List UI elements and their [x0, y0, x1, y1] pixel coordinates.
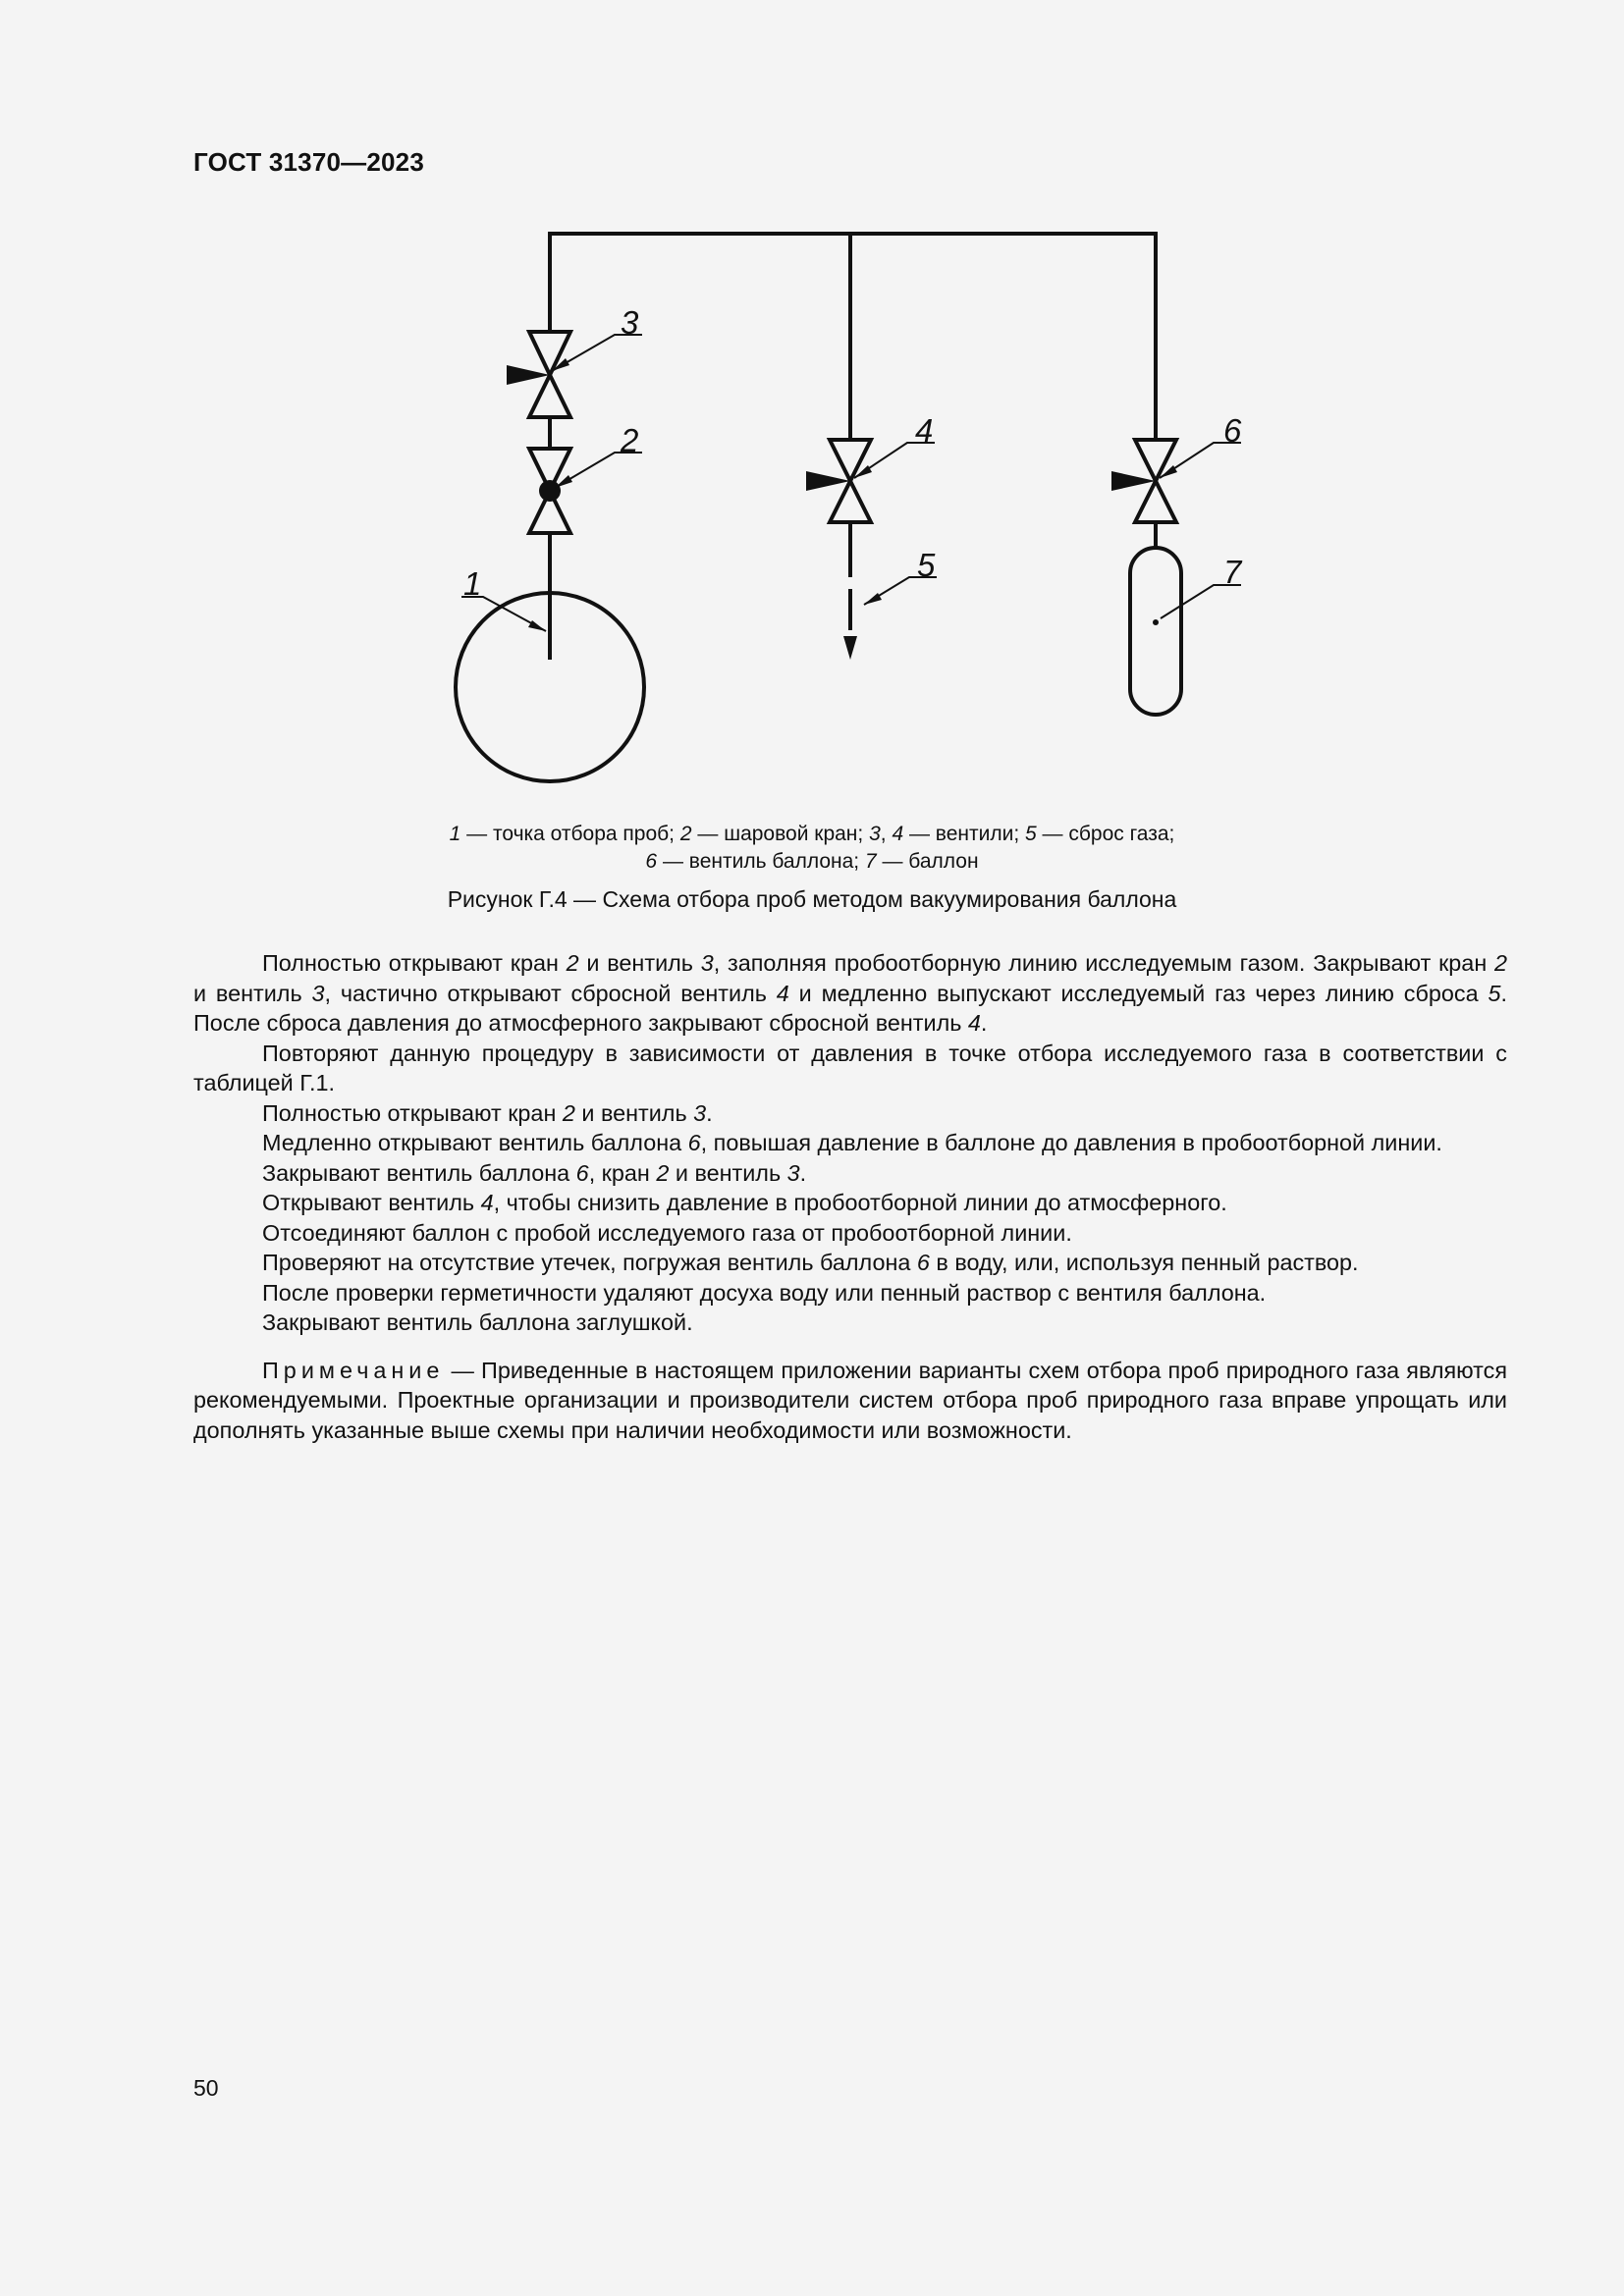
- callout-3: 3: [621, 304, 639, 341]
- legend-text-5: — сброс газа;: [1036, 823, 1175, 845]
- paragraph-1: Полностью открывают кран 2 и вентиль 3, заполняя пробоотборную линию исследуемым газом. Закрывают кран 2 и вентиль 3, частично открывают сбросной вентиль 4 и медленно выпускают исследуемый газ через линию сброса 5. После сброса давления до атмосферного закрывают сбросной вентиль 4.: [193, 950, 1508, 1036]
- paragraph-3: Полностью открывают кран 2 и вентиль 3.: [262, 1099, 713, 1126]
- callout-2: 2: [621, 422, 639, 458]
- note-label: Примечание: [262, 1357, 445, 1383]
- paragraph-4: Медленно открывают вентиль баллона 6, повышая давление в баллоне до давления в пробоотборной линии.: [262, 1130, 1442, 1155]
- ball-valve-2: [529, 449, 570, 533]
- paragraph-2: Повторяют данную процедуру в зависимости от давления в точке отбора исследуемого газа в соответствии с таблицей Г.1.: [193, 1040, 1507, 1095]
- callout-1: 1: [463, 565, 482, 602]
- legend-text-4: — вентили;: [903, 823, 1025, 845]
- note-paragraph: [193, 1356, 1507, 1446]
- callout-6: 6: [1223, 412, 1242, 449]
- manifold-line: [550, 234, 1156, 440]
- valve-3: [507, 332, 570, 417]
- callout-7: 7: [1223, 554, 1242, 590]
- legend-line-2: [295, 848, 1329, 876]
- paragraph-9: После проверки герметичности удаляют досуха воду или пенный раствор с вентиля баллона.: [262, 1279, 1267, 1306]
- figure-legend: [295, 821, 1329, 876]
- callout-5: 5: [917, 547, 936, 583]
- legend-num-2: 2: [679, 823, 692, 845]
- leader-arrowheads: [528, 358, 1177, 631]
- cylinder-7: [1130, 548, 1181, 715]
- leader-7: [1161, 585, 1241, 618]
- pipe-lines: [550, 234, 1156, 660]
- legend-num-4: 4: [892, 823, 904, 845]
- legend-text-6: — вентиль баллона;: [657, 850, 865, 873]
- document-header: ГОСТ 31370—2023: [193, 147, 424, 177]
- legend-num-5: 5: [1025, 823, 1037, 845]
- paragraph-7: Отсоединяют баллон с пробой исследуемого газа от пробоотборной линии.: [262, 1219, 1072, 1246]
- figure-caption: Рисунок Г.4 — Схема отбора проб методом вакуумирования баллона: [447, 886, 1177, 912]
- note-text: — Приведенные в настоящем приложении варианты схем отбора проб природного газа являются рекомендуемыми. Проектные организации и производители систем отбора проб природного газа вправе упрощать или дополнять указанные выше схемы при наличии необходимости или возможности.: [193, 1357, 1507, 1443]
- legend-num-6: 6: [645, 850, 658, 873]
- legend-line-1: [295, 821, 1329, 848]
- legend-num-7: 7: [864, 850, 877, 873]
- vent-arrow-5: [843, 636, 857, 660]
- legend-text-3: ,: [880, 823, 893, 845]
- cylinder-7-dot: [1153, 619, 1159, 625]
- legend-text-2: — шаровой кран;: [691, 823, 870, 845]
- legend-num-3: 3: [869, 823, 881, 845]
- callout-4: 4: [915, 412, 934, 449]
- paragraph-10: Закрывают вентиль баллона заглушкой.: [262, 1309, 693, 1335]
- legend-text-7: — баллон: [876, 850, 979, 873]
- legend-text-1: — точка отбора проб;: [460, 823, 680, 845]
- paragraph-5: Закрывают вентиль баллона 6, кран 2 и вентиль 3.: [262, 1159, 807, 1186]
- sampling-scheme-diagram: [0, 0, 1624, 854]
- valve-4: [806, 440, 871, 522]
- valve-6: [1111, 440, 1176, 522]
- body-text: [193, 948, 1507, 1445]
- paragraph-6: Открывают вентиль 4, чтобы снизить давление в пробоотборной линии до атмосферного.: [262, 1190, 1227, 1215]
- legend-num-1: 1: [449, 823, 461, 845]
- page-number: 50: [193, 2075, 219, 2101]
- paragraph-8: Проверяют на отсутствие утечек, погружая вентиль баллона 6 в воду, или, используя пенный раствор.: [262, 1250, 1359, 1275]
